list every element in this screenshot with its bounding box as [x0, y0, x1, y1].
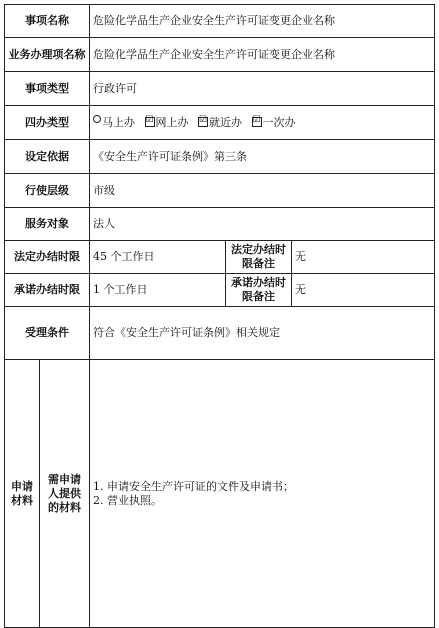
check-mark-icon: ☑	[252, 114, 261, 125]
conditions-label: 受理条件	[5, 307, 90, 360]
row-basis	[5, 140, 435, 174]
basis-value: 《安全生产许可证条例》第三条	[90, 140, 435, 174]
materials-item: 2. 营业执照。	[93, 493, 162, 507]
check-mark-icon: ☑	[145, 114, 154, 125]
radio-empty-icon[interactable]	[93, 115, 101, 123]
legal-limit-note-label: 法定办结时限备注	[226, 241, 292, 274]
checkbox-checked-icon[interactable]	[252, 114, 262, 127]
row-item-type	[5, 72, 435, 106]
checkbox-checked-icon[interactable]	[145, 114, 155, 127]
option-nearby-label: 就近办	[209, 115, 242, 129]
row-conditions	[5, 307, 435, 360]
item-name-value: 危险化学品生产企业安全生产许可证变更企业名称	[90, 5, 435, 38]
item-type-value: 行政许可	[90, 72, 435, 106]
row-target	[5, 208, 435, 241]
basis-label: 设定依据	[5, 140, 90, 174]
row-biz-item-name	[5, 38, 435, 72]
target-value: 法人	[90, 208, 435, 241]
materials-sub-label: 需申请人提供的材料	[40, 360, 90, 628]
option-once[interactable]	[252, 116, 296, 130]
option-online-label: 网上办	[155, 115, 189, 129]
service-info-table	[4, 4, 435, 628]
promised-limit-note-value: 无	[292, 274, 435, 307]
level-value: 市级	[90, 174, 435, 208]
option-once-label: 一次办	[262, 115, 296, 129]
row-item-name	[5, 5, 435, 38]
four-types-label: 四办类型	[5, 106, 90, 140]
materials-label: 申请材料	[5, 360, 40, 628]
checkbox-checked-icon[interactable]	[198, 114, 208, 127]
row-level	[5, 174, 435, 208]
option-nearby[interactable]	[198, 116, 242, 130]
biz-item-name-label: 业务办理项名称	[5, 38, 90, 72]
promised-limit-note-label: 承诺办结时限备注	[226, 274, 292, 307]
check-mark-icon: ☑	[199, 114, 208, 125]
materials-item: 1. 申请安全生产许可证的文件及申请书；	[93, 479, 294, 493]
conditions-value: 符合《安全生产许可证条例》相关规定	[90, 307, 435, 360]
option-immediate[interactable]	[93, 116, 135, 130]
row-promised-limit	[5, 274, 435, 307]
row-legal-limit	[5, 241, 435, 274]
four-types-options	[90, 106, 435, 140]
row-four-types	[5, 106, 435, 140]
row-materials	[5, 360, 435, 628]
item-name-label: 事项名称	[5, 5, 90, 38]
promised-limit-label: 承诺办结时限	[5, 274, 90, 307]
level-label: 行使层级	[5, 174, 90, 208]
legal-limit-label: 法定办结时限	[5, 241, 90, 274]
option-immediate-label: 马上办	[102, 115, 135, 129]
promised-limit-value: 1 个工作日	[90, 274, 226, 307]
legal-limit-note-value: 无	[292, 241, 435, 274]
option-online[interactable]	[145, 116, 189, 130]
biz-item-name-value: 危险化学品生产企业安全生产许可证变更企业名称	[90, 38, 435, 72]
legal-limit-value: 45 个工作日	[90, 241, 226, 274]
item-type-label: 事项类型	[5, 72, 90, 106]
target-label: 服务对象	[5, 208, 90, 241]
materials-list	[90, 360, 435, 628]
